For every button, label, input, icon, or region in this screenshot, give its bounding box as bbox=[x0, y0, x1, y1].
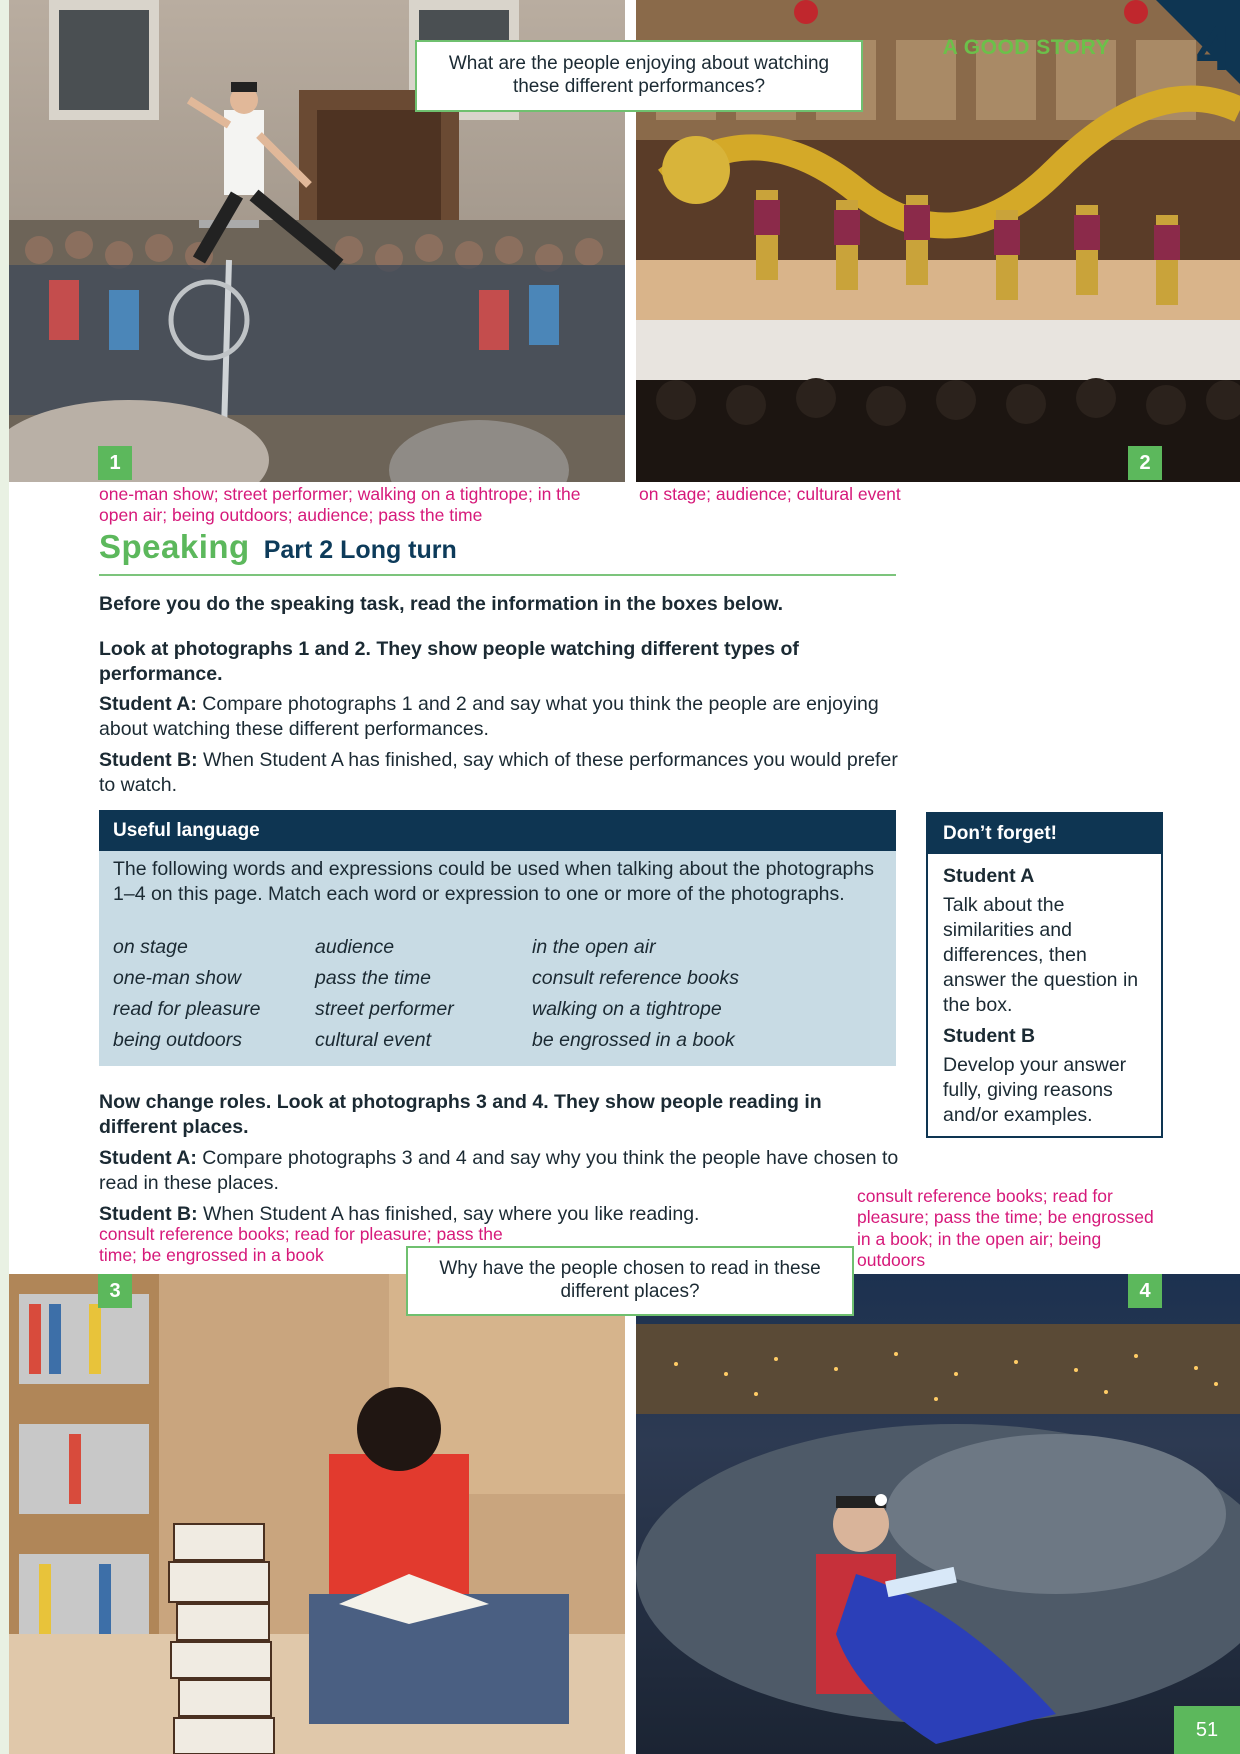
task2-a-label: Student A: bbox=[99, 1147, 197, 1169]
task2-b-text: When Student A has finished, say where you like reading. bbox=[203, 1203, 700, 1225]
question-box-bottom: Why have the people chosen to read in these different places? bbox=[406, 1246, 854, 1316]
task1-b-text: When Student A has finished, say which of these performances you would prefer to watch. bbox=[99, 749, 898, 796]
dont-forget-title: Don’t forget! bbox=[928, 814, 1161, 854]
photo-1-number: 1 bbox=[98, 446, 132, 480]
photo-3 bbox=[9, 1274, 625, 1754]
useful-language-title: Useful language bbox=[99, 810, 896, 851]
task1-a-text: Compare photographs 1 and 2 and say what you think the people are enjoying about watching these different performances. bbox=[99, 693, 879, 740]
dont-forget-a-text: Talk about the similarities and differences, then answer the question in the box. bbox=[943, 893, 1139, 1016]
phrase: street performer bbox=[315, 998, 454, 1020]
task1-a-label: Student A: bbox=[99, 693, 197, 715]
unit-number: 4 bbox=[1196, 12, 1232, 84]
phrase: pass the time bbox=[315, 967, 431, 989]
task2-a-text: Compare photographs 3 and 4 and say why you think the people have chosen to read in these places. bbox=[99, 1147, 899, 1194]
section-header bbox=[99, 528, 896, 576]
annotation-photo-2: on stage; audience; cultural event bbox=[639, 484, 901, 504]
phrase: be engrossed in a book bbox=[532, 1029, 735, 1051]
dont-forget-box bbox=[926, 812, 1163, 1138]
phrase: being outdoors bbox=[113, 1029, 243, 1051]
task1-student-b bbox=[99, 748, 899, 798]
phrase: consult reference books bbox=[532, 967, 740, 989]
task1-heading: Look at photographs 1 and 2. They show people watching different types of performance. bbox=[99, 638, 799, 685]
phrase: read for pleasure bbox=[113, 998, 261, 1020]
task2-heading: Now change roles. Look at photographs 3 and 4. They show people reading in different places. bbox=[99, 1091, 822, 1138]
annotation-photo-4: consult reference books; read for pleasure; pass the time; be engrossed in a book; in the open air; being outdoors bbox=[857, 1186, 1154, 1271]
photo-3-number: 3 bbox=[98, 1274, 132, 1308]
left-margin-strip bbox=[0, 0, 9, 1754]
phrase: walking on a tightrope bbox=[532, 998, 722, 1020]
phrase: one-man show bbox=[113, 967, 241, 989]
phrase: on stage bbox=[113, 936, 188, 958]
photo-4-number: 4 bbox=[1128, 1274, 1162, 1308]
dont-forget-b-text: Develop your answer fully, giving reasons and/or examples. bbox=[943, 1053, 1127, 1126]
task1-student-a bbox=[99, 692, 899, 742]
phrase: audience bbox=[315, 936, 395, 958]
useful-language-intro: The following words and expressions could be used when talking about the photographs 1–4 on this page. Match each word or expression to one or more of the photographs. bbox=[113, 858, 874, 905]
section-title: Speaking bbox=[99, 528, 250, 565]
useful-language-box bbox=[99, 810, 896, 1066]
annotation-photo-1: one-man show; street performer; walking on a tightrope; in the open air; being outdoors; audience; pass the time bbox=[99, 484, 581, 526]
section-subtitle: Part 2 Long turn bbox=[263, 536, 457, 564]
task2-b-label: Student B: bbox=[99, 1203, 198, 1225]
dont-forget-a-heading: Student A bbox=[943, 865, 1035, 887]
task2-student-a bbox=[99, 1146, 899, 1196]
phrase: cultural event bbox=[315, 1029, 431, 1051]
unit-title: A GOOD STORY bbox=[942, 36, 1110, 59]
dont-forget-b-heading: Student B bbox=[943, 1024, 1036, 1047]
question-box-top: What are the people enjoying about watching these different performances? bbox=[415, 40, 863, 112]
intro-text: Before you do the speaking task, read the information in the boxes below. bbox=[99, 593, 784, 615]
photo-4 bbox=[636, 1274, 1240, 1754]
unit-corner-marker bbox=[1156, 0, 1240, 84]
photo-2-number: 2 bbox=[1128, 446, 1162, 480]
page-number: 51 bbox=[1174, 1706, 1240, 1754]
phrase: in the open air bbox=[532, 936, 656, 958]
task1-b-label: Student B: bbox=[99, 749, 198, 771]
annotation-photo-3: consult reference books; read for pleasure; pass the time; be engrossed in a book bbox=[99, 1224, 503, 1266]
